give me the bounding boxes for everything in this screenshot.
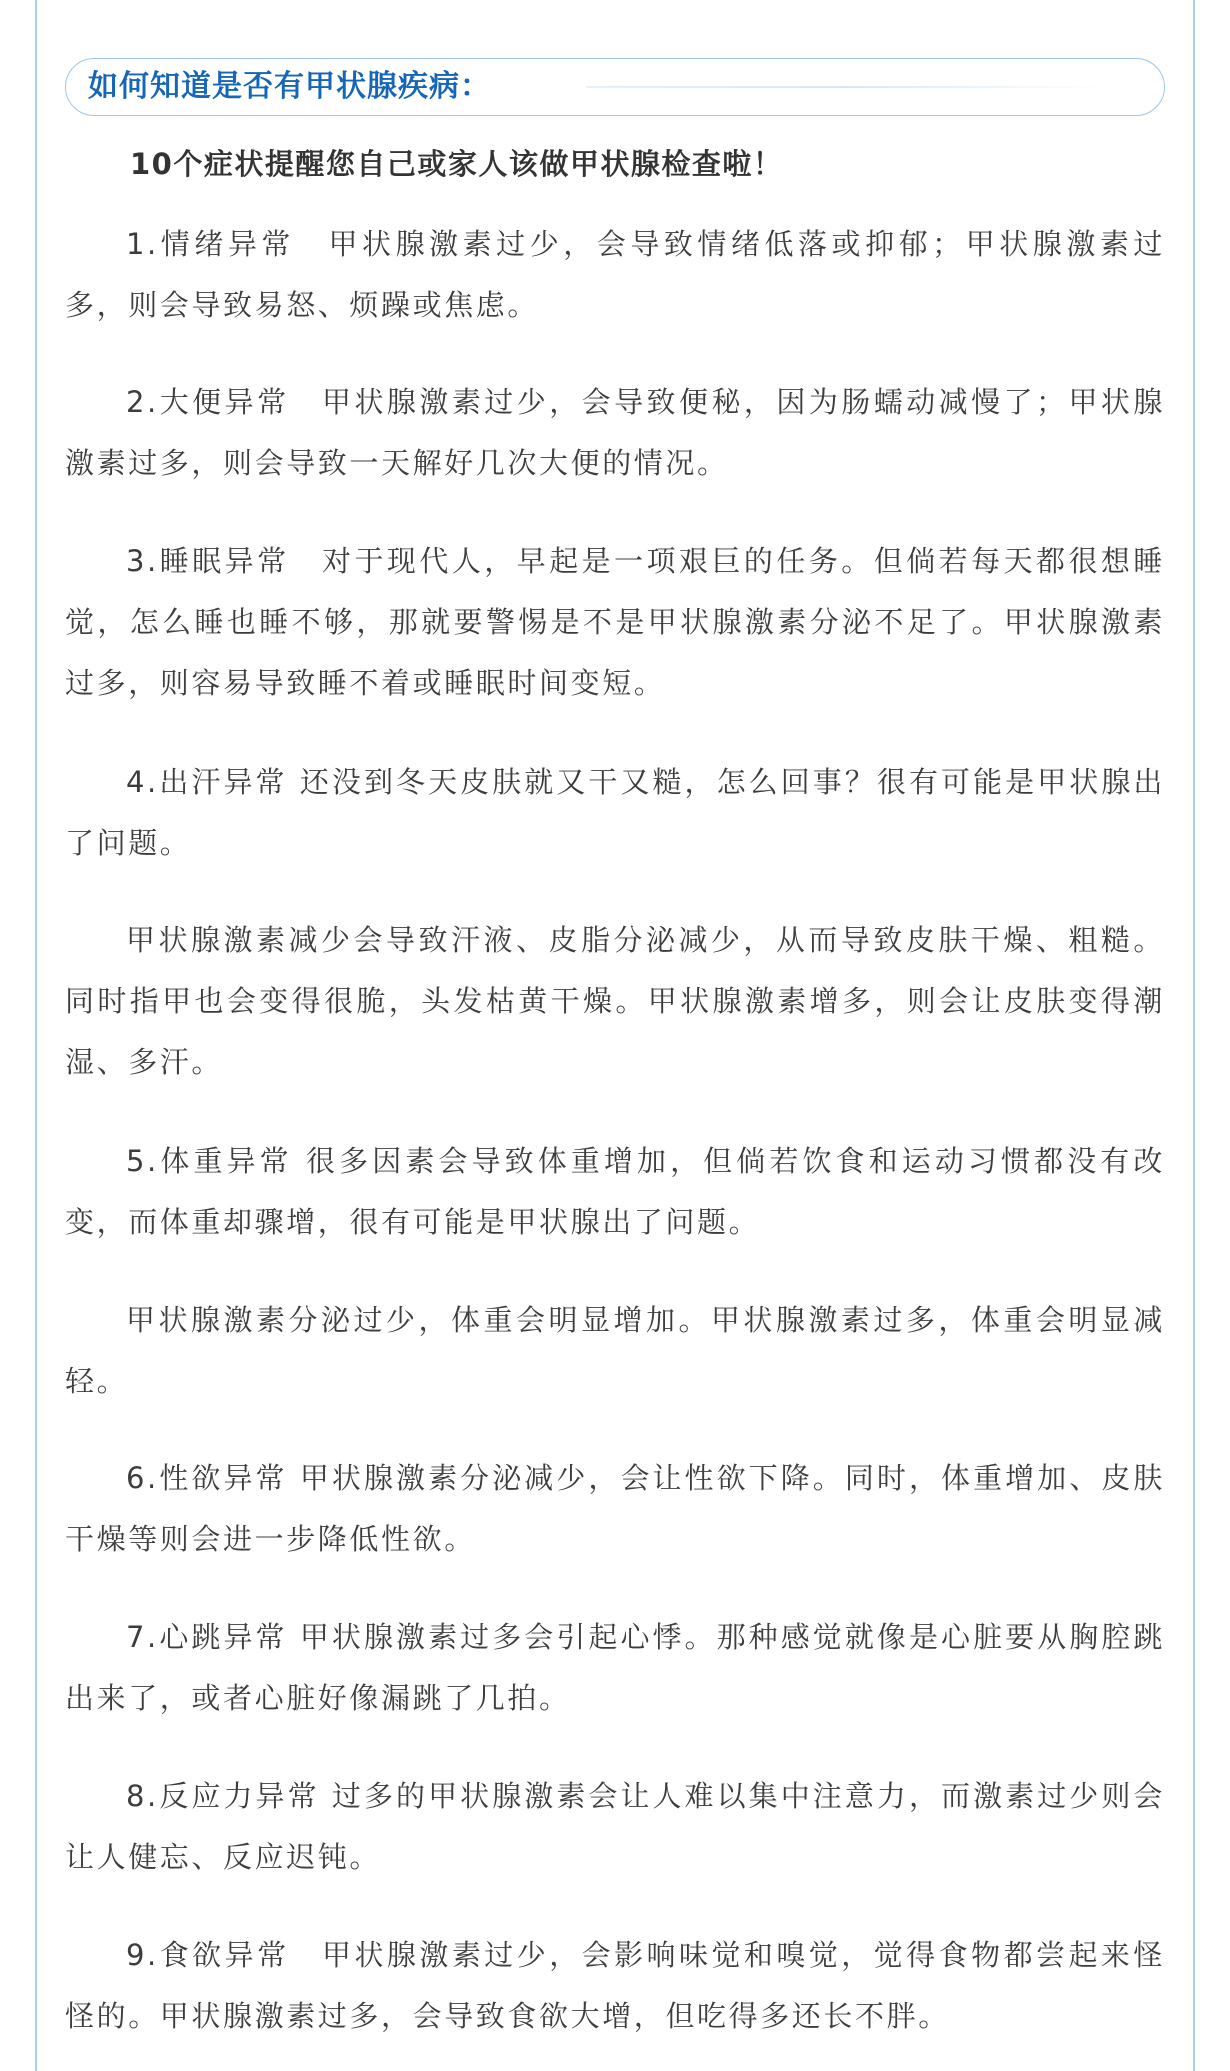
paragraph-weight: 5.体重异常 很多因素会导致体重增加，但倘若饮食和运动习惯都没有改变，而体重却骤增，很有可能是甲状腺出了问题。: [65, 1144, 1165, 1239]
title-decoration-line: [586, 86, 1106, 88]
section-title: 如何知道是否有甲状腺疾病：: [88, 69, 491, 104]
paragraph-appetite: 9.食欲异常 甲状腺激素过少，会影响味觉和嗅觉，觉得食物都尝起来怪怪的。甲状腺激素过多，会导致食欲大增，但吃得多还长不胖。: [65, 1938, 1165, 2033]
paragraph-bowel: 2.大便异常 甲状腺激素过少，会导致便秘，因为肠蠕动减慢了；甲状腺激素过多，则会导致一天解好几次大便的情况。: [65, 385, 1165, 480]
paragraph-sweat: 4.出汗异常 还没到冬天皮肤就又干又糙，怎么回事？很有可能是甲状腺出了问题。: [65, 765, 1165, 860]
paragraph-mood: 1.情绪异常 甲状腺激素过少，会导致情绪低落或抑郁；甲状腺激素过多，则会导致易怒、烦躁或焦虑。: [65, 227, 1165, 322]
subheading: 10个症状提醒您自己或家人该做甲状腺检查啦！: [130, 147, 784, 181]
section-title-box: [65, 58, 1165, 116]
paragraph-heartbeat: 7.心跳异常 甲状腺激素过多会引起心悸。那种感觉就像是心脏要从胸腔跳出来了，或者心脏好像漏跳了几拍。: [65, 1620, 1165, 1715]
paragraph-libido: 6.性欲异常 甲状腺激素分泌减少，会让性欲下降。同时，体重增加、皮肤干燥等则会进一步降低性欲。: [65, 1461, 1165, 1556]
paragraph-skin: 甲状腺激素减少会导致汗液、皮脂分泌减少，从而导致皮肤干燥、粗糙。同时指甲也会变得很脆，头发枯黄干燥。甲状腺激素增多，则会让皮肤变得潮湿、多汗。: [65, 923, 1165, 1079]
paragraph-weight-detail: 甲状腺激素分泌过少，体重会明显增加。甲状腺激素过多，体重会明显减轻。: [65, 1303, 1165, 1398]
paragraph-reaction: 8.反应力异常 过多的甲状腺激素会让人难以集中注意力，而激素过少则会让人健忘、反应迟钝。: [65, 1779, 1165, 1874]
paragraph-sleep: 3.睡眠异常 对于现代人，早起是一项艰巨的任务。但倘若每天都很想睡觉，怎么睡也睡不够，那就要警惕是不是甲状腺激素分泌不足了。甲状腺激素过多，则容易导致睡不着或睡眠时间变短。: [65, 544, 1165, 700]
